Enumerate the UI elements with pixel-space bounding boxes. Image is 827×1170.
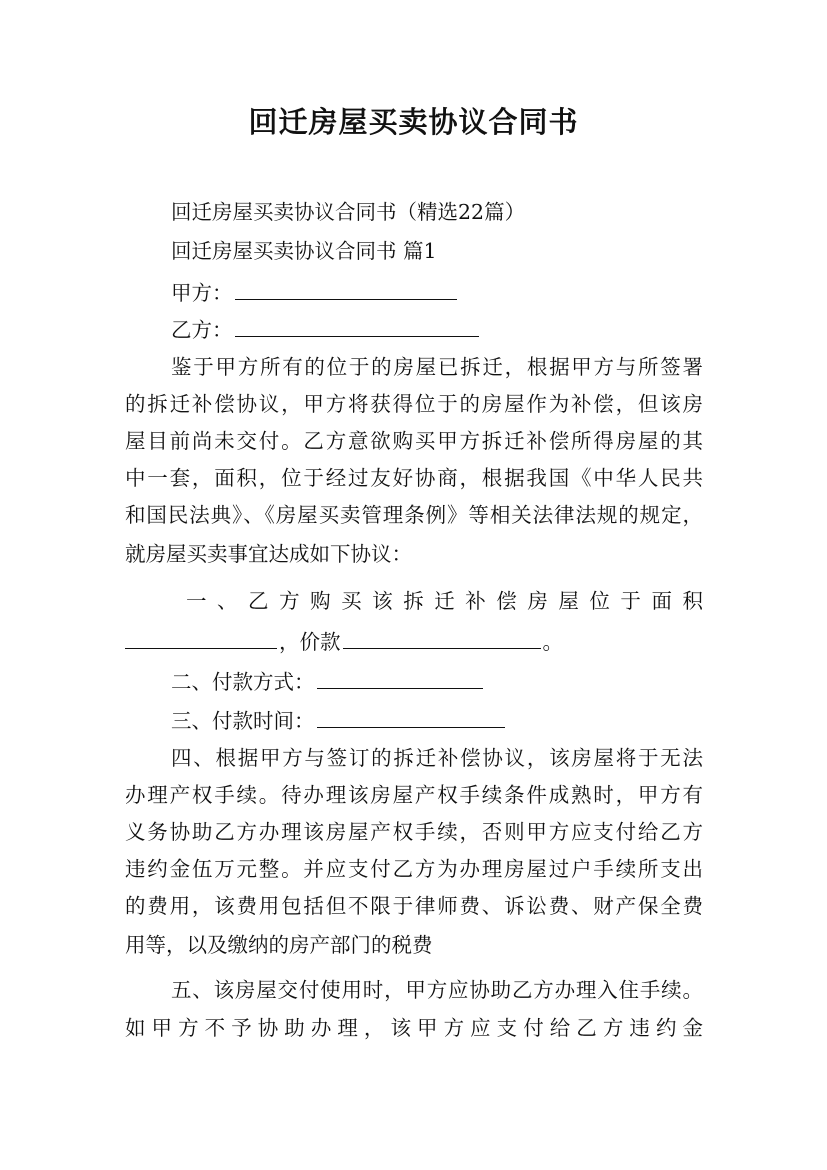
clause3-line xyxy=(171,705,703,736)
party-a-blank xyxy=(235,277,457,300)
party-b-label: 乙方： xyxy=(171,318,233,342)
payment-time-blank xyxy=(317,705,505,728)
document-title: 回迁房屋买卖协议合同书 xyxy=(248,105,579,139)
party-b-line xyxy=(171,314,703,345)
clause5-line: 如甲方不予协助办理，该甲方应支付给乙方违约金 xyxy=(125,1016,703,1040)
clause1-line: 一、乙方购买该拆迁补偿房屋位于面积 xyxy=(186,589,703,613)
area-blank xyxy=(125,626,277,649)
payment-method-blank xyxy=(317,666,483,689)
party-a-line xyxy=(171,277,703,308)
clause1-price-line xyxy=(125,626,703,657)
clause4-line: 违约金伍万元整。并应支付乙方为办理房屋过户手续所支出 xyxy=(125,857,703,881)
party-a-label: 甲方： xyxy=(171,281,233,305)
clause4-line: 的费用，该费用包括但不限于律师费、诉讼费、财产保全费 xyxy=(125,894,703,918)
para1-line: 的拆迁补偿协议，甲方将获得位于的房屋作为补偿，但该房 xyxy=(125,392,703,416)
clause4-line: 用等，以及缴纳的房产部门的税费 xyxy=(125,933,433,957)
para1-line: 和国民法典》、《房屋买卖管理条例》等相关法律法规的规定， xyxy=(125,503,703,527)
price-label: ，价款 xyxy=(279,630,341,654)
para1-line: 屋目前尚未交付。乙方意欲购买甲方拆迁补偿所得房屋的其 xyxy=(125,429,703,453)
para1-line: 中一套，面积，位于经过友好协商，根据我国《中华人民共 xyxy=(125,466,703,490)
para1-line: 鉴于甲方所有的位于的房屋已拆迁，根据甲方与所签署 xyxy=(171,355,703,379)
party-b-blank xyxy=(235,314,479,337)
clause2-line xyxy=(171,666,703,697)
clause5-line: 五、该房屋交付使用时，甲方应协助乙方办理入住手续。 xyxy=(171,978,703,1002)
document-subtitle: 回迁房屋买卖协议合同书（精选22篇） xyxy=(171,200,526,224)
section-heading: 回迁房屋买卖协议合同书 篇1 xyxy=(171,239,437,263)
clause4-line: 四、根据甲方与签订的拆迁补偿协议，该房屋将于无法 xyxy=(171,746,703,770)
price-blank xyxy=(343,626,541,649)
clause4-line: 办理产权手续。待办理该房屋产权手续条件成熟时，甲方有 xyxy=(125,783,703,807)
clause1-end: 。 xyxy=(542,630,563,654)
payment-method-label: 二、付款方式： xyxy=(171,670,315,694)
clause4-line: 义务协助乙方办理该房屋产权手续，否则甲方应支付给乙方 xyxy=(125,820,703,844)
payment-time-label: 三、付款时间： xyxy=(171,709,315,733)
para1-line: 就房屋买卖事宜达成如下协议： xyxy=(125,542,412,566)
